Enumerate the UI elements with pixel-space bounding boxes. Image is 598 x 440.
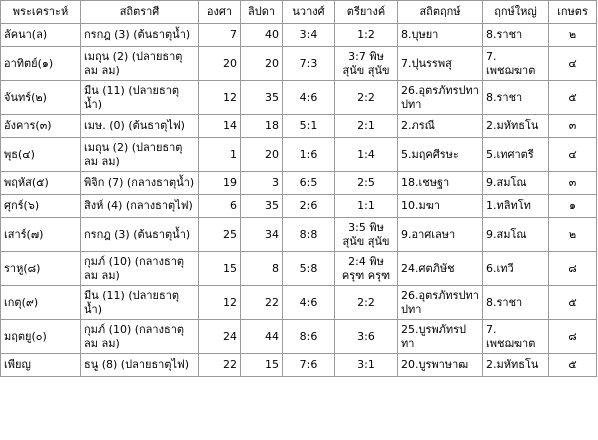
sign-cell: กุมภ์ (10) (กลางธาตุลม ลม): [81, 252, 199, 286]
planet-cell: อังคาร(๓): [1, 115, 81, 138]
table-row: [1, 172, 597, 195]
navamsa-cell: 7:6: [283, 354, 335, 377]
kaset-cell: ๘: [549, 320, 597, 354]
navamsa-cell: 5:8: [283, 252, 335, 286]
table-row: [1, 47, 597, 81]
header-navamsa: นวางศ์: [283, 1, 335, 24]
sign-cell: ธนู (8) (ปลายธาตุไฟ): [81, 354, 199, 377]
planet-cell: มฤตยู(๐): [1, 320, 81, 354]
major-mansion-cell: 8.ราชา: [483, 286, 549, 320]
sign-cell: มีน (11) (ปลายธาตุน้ำ): [81, 286, 199, 320]
table-row: [1, 138, 597, 172]
minute-cell: 15: [241, 354, 283, 377]
kaset-cell: ๓: [549, 115, 597, 138]
major-mansion-cell: 8.ราชา: [483, 81, 549, 115]
degree-cell: 19: [199, 172, 241, 195]
planet-cell: เพียญ: [1, 354, 81, 377]
major-mansion-cell: 8.ราชา: [483, 24, 549, 47]
nakshatra-cell: 2.ภรณี: [398, 115, 483, 138]
planet-cell: จันทร์(๒): [1, 81, 81, 115]
drekkana-cell: 1:1: [335, 195, 398, 218]
degree-cell: 12: [199, 286, 241, 320]
nakshatra-cell: 26.อุตรภัทรปทา ปทา: [398, 81, 483, 115]
major-mansion-cell: 6.เทวี: [483, 252, 549, 286]
planet-cell: พุธ(๔): [1, 138, 81, 172]
planet-cell: พฤหัส(๕): [1, 172, 81, 195]
sign-cell: มีน (11) (ปลายธาตุน้ำ): [81, 81, 199, 115]
major-mansion-cell: 9.สมโณ: [483, 172, 549, 195]
kaset-cell: ๓: [549, 172, 597, 195]
kaset-cell: ๔: [549, 138, 597, 172]
sign-cell: เมถุน (2) (ปลายธาตุลม ลม): [81, 47, 199, 81]
degree-cell: 6: [199, 195, 241, 218]
minute-cell: 44: [241, 320, 283, 354]
planet-cell: ลัคนา(ล): [1, 24, 81, 47]
kaset-cell: ๘: [549, 252, 597, 286]
nakshatra-cell: 9.อาศเลษา: [398, 218, 483, 252]
drekkana-cell: 2:1: [335, 115, 398, 138]
navamsa-cell: 3:4: [283, 24, 335, 47]
header-planet: พระเคราะห์: [1, 1, 81, 24]
major-mansion-cell: 7. เพชฌฆาต: [483, 47, 549, 81]
major-mansion-cell: 5.เทศาตรี: [483, 138, 549, 172]
degree-cell: 7: [199, 24, 241, 47]
kaset-cell: ๕: [549, 81, 597, 115]
drekkana-cell: 2:4 พิษครุฑ ครุฑ: [335, 252, 398, 286]
drekkana-cell: 3:1: [335, 354, 398, 377]
kaset-cell: ๒: [549, 24, 597, 47]
table-row: [1, 115, 597, 138]
navamsa-cell: 5:1: [283, 115, 335, 138]
kaset-cell: ๕: [549, 354, 597, 377]
drekkana-cell: 2:2: [335, 81, 398, 115]
minute-cell: 8: [241, 252, 283, 286]
table-row: [1, 286, 597, 320]
drekkana-cell: 1:2: [335, 24, 398, 47]
degree-cell: 20: [199, 47, 241, 81]
navamsa-cell: 1:6: [283, 138, 335, 172]
minute-cell: 35: [241, 195, 283, 218]
header-degree: องศา: [199, 1, 241, 24]
minute-cell: 35: [241, 81, 283, 115]
table-row: [1, 195, 597, 218]
major-mansion-cell: 7. เพชฌฆาต: [483, 320, 549, 354]
degree-cell: 15: [199, 252, 241, 286]
nakshatra-cell: 24.ศตภิษัช: [398, 252, 483, 286]
drekkana-cell: 2:2: [335, 286, 398, 320]
navamsa-cell: 4:6: [283, 286, 335, 320]
kaset-cell: ๒: [549, 218, 597, 252]
drekkana-cell: 1:4: [335, 138, 398, 172]
sign-cell: เมถุน (2) (ปลายธาตุลม ลม): [81, 138, 199, 172]
sign-cell: กรกฎ (3) (ต้นธาตุน้ำ): [81, 218, 199, 252]
nakshatra-cell: 7.ปุนรรพสุ: [398, 47, 483, 81]
navamsa-cell: 8:8: [283, 218, 335, 252]
minute-cell: 3: [241, 172, 283, 195]
planet-cell: เกตุ(๙): [1, 286, 81, 320]
sign-cell: เมษ. (0) (ต้นธาตุไฟ): [81, 115, 199, 138]
navamsa-cell: 2:6: [283, 195, 335, 218]
nakshatra-cell: 25.บูรพภัทรปทา: [398, 320, 483, 354]
planet-cell: ราหู(๘): [1, 252, 81, 286]
header-sign: สถิตราศี: [81, 1, 199, 24]
table-row: [1, 24, 597, 47]
table-row: [1, 252, 597, 286]
minute-cell: 40: [241, 24, 283, 47]
header-drekkana: ตรียางค์: [335, 1, 398, 24]
drekkana-cell: 2:5: [335, 172, 398, 195]
header-major-lunar-mansion: ฤกษ์ใหญ่: [483, 1, 549, 24]
planet-cell: เสาร์(๗): [1, 218, 81, 252]
degree-cell: 14: [199, 115, 241, 138]
minute-cell: 34: [241, 218, 283, 252]
planet-cell: ศุกร์(๖): [1, 195, 81, 218]
major-mansion-cell: 1.ทลิทโท: [483, 195, 549, 218]
minute-cell: 22: [241, 286, 283, 320]
sign-cell: กรกฎ (3) (ต้นธาตุน้ำ): [81, 24, 199, 47]
planet-cell: อาทิตย์(๑): [1, 47, 81, 81]
major-mansion-cell: 2.มหัทธโน: [483, 354, 549, 377]
header-row: [1, 1, 597, 24]
table-row: [1, 354, 597, 377]
degree-cell: 22: [199, 354, 241, 377]
header-kaset: เกษตร: [549, 1, 597, 24]
navamsa-cell: 7:3: [283, 47, 335, 81]
table-row: [1, 218, 597, 252]
navamsa-cell: 6:5: [283, 172, 335, 195]
table-row: [1, 81, 597, 115]
minute-cell: 18: [241, 115, 283, 138]
header-minute: ลิปดา: [241, 1, 283, 24]
minute-cell: 20: [241, 47, 283, 81]
drekkana-cell: 3:6: [335, 320, 398, 354]
nakshatra-cell: 20.บูรพาษาฒ: [398, 354, 483, 377]
drekkana-cell: 3:5 พิษสุนัข สุนัข: [335, 218, 398, 252]
navamsa-cell: 4:6: [283, 81, 335, 115]
nakshatra-cell: 26.อุตรภัทรปทา ปทา: [398, 286, 483, 320]
sign-cell: กุมภ์ (10) (กลางธาตุลม ลม): [81, 320, 199, 354]
degree-cell: 25: [199, 218, 241, 252]
sign-cell: สิงห์ (4) (กลางธาตุไฟ): [81, 195, 199, 218]
nakshatra-cell: 8.บุษยา: [398, 24, 483, 47]
kaset-cell: ๔: [549, 47, 597, 81]
degree-cell: 24: [199, 320, 241, 354]
kaset-cell: ๕: [549, 286, 597, 320]
nakshatra-cell: 18.เชษฐา: [398, 172, 483, 195]
minute-cell: 20: [241, 138, 283, 172]
table-row: [1, 320, 597, 354]
degree-cell: 1: [199, 138, 241, 172]
major-mansion-cell: 9.สมโณ: [483, 218, 549, 252]
nakshatra-cell: 5.มฤคศีรษะ: [398, 138, 483, 172]
kaset-cell: ๑: [549, 195, 597, 218]
navamsa-cell: 8:6: [283, 320, 335, 354]
sign-cell: พิจิก (7) (กลางธาตุน้ำ): [81, 172, 199, 195]
major-mansion-cell: 2.มหัทธโน: [483, 115, 549, 138]
drekkana-cell: 3:7 พิษสุนัข สุนัข: [335, 47, 398, 81]
degree-cell: 12: [199, 81, 241, 115]
header-nakshatra: สถิตฤกษ์: [398, 1, 483, 24]
nakshatra-cell: 10.มฆา: [398, 195, 483, 218]
